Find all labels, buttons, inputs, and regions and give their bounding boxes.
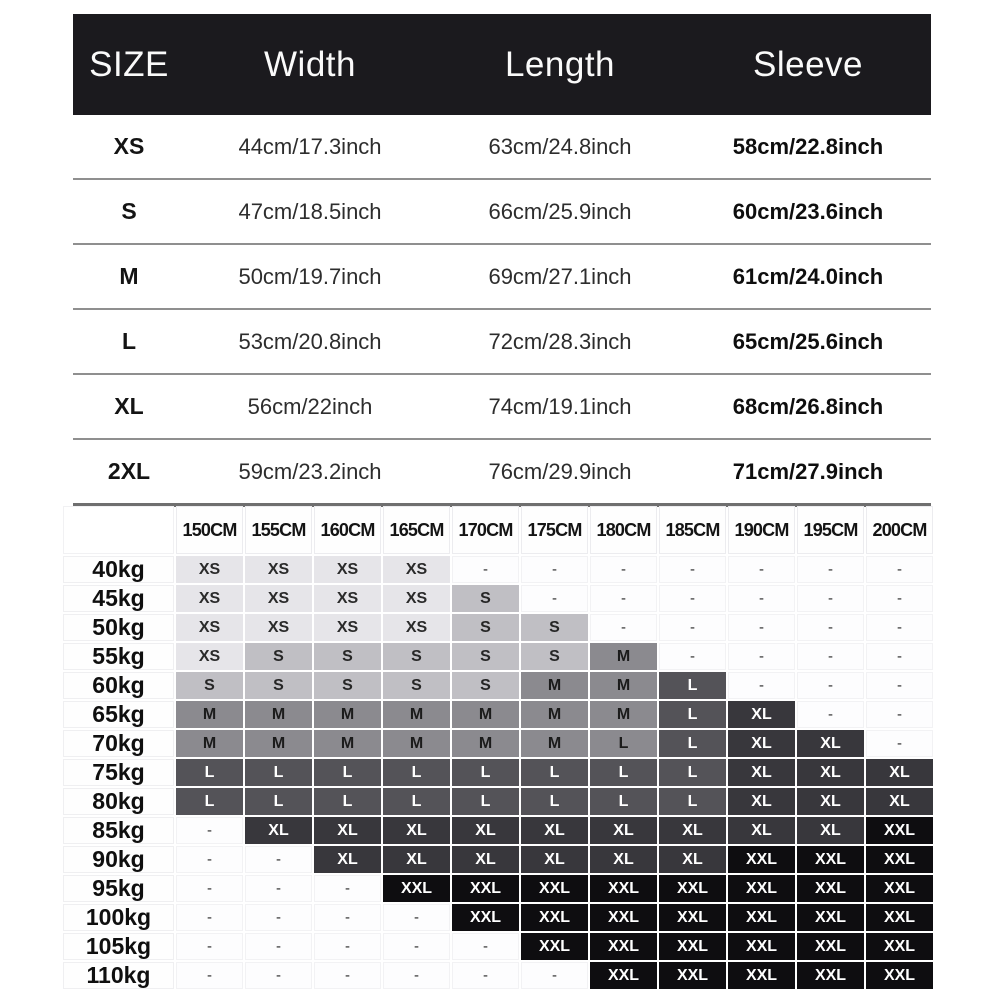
matrix-row	[63, 730, 933, 757]
matrix-cell: XXL	[383, 875, 450, 902]
spec-width-cell: 56cm/22inch	[185, 374, 435, 439]
matrix-cell: S	[452, 643, 519, 670]
matrix-cell: -	[176, 904, 243, 931]
matrix-cell: -	[176, 933, 243, 960]
matrix-cell: L	[659, 788, 726, 815]
header-sleeve: Sleeve	[685, 14, 931, 115]
matrix-cell: XL	[590, 846, 657, 873]
spec-sleeve-cell: 60cm/23.6inch	[685, 179, 931, 244]
matrix-cell: XL	[452, 846, 519, 873]
matrix-cell: XL	[521, 846, 588, 873]
matrix-height-header: 185CM	[659, 506, 726, 554]
matrix-cell: XXL	[866, 962, 933, 989]
matrix-cell: XL	[797, 759, 864, 786]
height-weight-matrix	[61, 504, 935, 991]
matrix-cell: L	[245, 788, 312, 815]
matrix-weight-label: 55kg	[63, 643, 174, 670]
matrix-cell: M	[245, 730, 312, 757]
matrix-cell: XL	[659, 817, 726, 844]
matrix-cell: -	[176, 846, 243, 873]
matrix-cell: XXL	[521, 875, 588, 902]
matrix-cell: XS	[383, 556, 450, 583]
matrix-cell: L	[521, 759, 588, 786]
matrix-cell: -	[866, 585, 933, 612]
matrix-cell: XXL	[797, 875, 864, 902]
matrix-row	[63, 875, 933, 902]
matrix-height-header: 175CM	[521, 506, 588, 554]
matrix-cell: M	[521, 672, 588, 699]
matrix-cell: L	[176, 788, 243, 815]
spec-size-cell: L	[73, 309, 185, 374]
matrix-cell: XS	[245, 556, 312, 583]
matrix-cell: XL	[659, 846, 726, 873]
matrix-cell: XXL	[590, 962, 657, 989]
spec-length-cell: 76cm/29.9inch	[435, 439, 685, 505]
spec-size-cell: S	[73, 179, 185, 244]
spec-width-cell: 44cm/17.3inch	[185, 115, 435, 179]
matrix-cell: L	[314, 759, 381, 786]
matrix-cell: XS	[383, 614, 450, 641]
matrix-cell: -	[797, 672, 864, 699]
matrix-cell: L	[521, 788, 588, 815]
spec-size-cell: 2XL	[73, 439, 185, 505]
matrix-cell: XXL	[452, 904, 519, 931]
spec-length-cell: 66cm/25.9inch	[435, 179, 685, 244]
matrix-cell: XL	[521, 817, 588, 844]
spec-width-cell: 47cm/18.5inch	[185, 179, 435, 244]
matrix-cell: -	[866, 643, 933, 670]
matrix-cell: -	[866, 614, 933, 641]
matrix-weight-label: 75kg	[63, 759, 174, 786]
matrix-weight-label: 70kg	[63, 730, 174, 757]
matrix-row	[63, 701, 933, 728]
matrix-row	[63, 933, 933, 960]
matrix-weight-label: 45kg	[63, 585, 174, 612]
matrix-cell: XL	[866, 788, 933, 815]
matrix-cell: M	[314, 701, 381, 728]
spec-sleeve-cell: 65cm/25.6inch	[685, 309, 931, 374]
matrix-cell: XL	[797, 788, 864, 815]
matrix-cell: -	[728, 672, 795, 699]
matrix-cell: L	[314, 788, 381, 815]
matrix-cell: XL	[797, 817, 864, 844]
matrix-cell: -	[590, 556, 657, 583]
matrix-weight-label: 40kg	[63, 556, 174, 583]
matrix-cell: XS	[383, 585, 450, 612]
spec-length-cell: 69cm/27.1inch	[435, 244, 685, 309]
matrix-cell: XXL	[797, 962, 864, 989]
spec-row	[73, 439, 931, 505]
matrix-weight-label: 105kg	[63, 933, 174, 960]
spec-length-cell: 63cm/24.8inch	[435, 115, 685, 179]
matrix-row	[63, 904, 933, 931]
matrix-cell: XXL	[728, 933, 795, 960]
matrix-corner-cell	[63, 506, 174, 554]
matrix-cell: -	[866, 556, 933, 583]
matrix-cell: M	[383, 701, 450, 728]
matrix-cell: S	[452, 672, 519, 699]
matrix-weight-label: 85kg	[63, 817, 174, 844]
matrix-cell: S	[383, 643, 450, 670]
spec-sleeve-cell: 58cm/22.8inch	[685, 115, 931, 179]
matrix-cell: S	[245, 643, 312, 670]
matrix-height-header: 180CM	[590, 506, 657, 554]
matrix-cell: XS	[176, 585, 243, 612]
matrix-weight-label: 60kg	[63, 672, 174, 699]
matrix-cell: XXL	[866, 875, 933, 902]
matrix-cell: L	[590, 788, 657, 815]
matrix-weight-label: 110kg	[63, 962, 174, 989]
matrix-cell: XL	[728, 759, 795, 786]
matrix-cell: M	[590, 643, 657, 670]
matrix-cell: -	[245, 904, 312, 931]
matrix-cell: XXL	[521, 933, 588, 960]
matrix-row	[63, 614, 933, 641]
spec-size-cell: XL	[73, 374, 185, 439]
matrix-cell: -	[797, 556, 864, 583]
matrix-height-header: 155CM	[245, 506, 312, 554]
spec-row	[73, 179, 931, 244]
matrix-cell: S	[383, 672, 450, 699]
matrix-cell: S	[521, 643, 588, 670]
matrix-cell: XL	[383, 817, 450, 844]
matrix-cell: -	[866, 701, 933, 728]
matrix-cell: -	[383, 962, 450, 989]
size-spec-header-row	[73, 14, 931, 115]
matrix-height-header: 150CM	[176, 506, 243, 554]
matrix-cell: XXL	[728, 904, 795, 931]
size-spec-table	[73, 14, 931, 507]
matrix-cell: -	[314, 962, 381, 989]
matrix-cell: -	[728, 556, 795, 583]
matrix-cell: XXL	[590, 933, 657, 960]
matrix-cell: L	[659, 730, 726, 757]
spec-size-cell: XS	[73, 115, 185, 179]
matrix-row	[63, 846, 933, 873]
matrix-cell: XS	[176, 614, 243, 641]
matrix-cell: M	[176, 730, 243, 757]
matrix-cell: L	[176, 759, 243, 786]
matrix-cell: -	[728, 585, 795, 612]
matrix-weight-label: 80kg	[63, 788, 174, 815]
matrix-row	[63, 962, 933, 989]
matrix-cell: -	[314, 904, 381, 931]
header-length: Length	[435, 14, 685, 115]
matrix-weight-label: 50kg	[63, 614, 174, 641]
matrix-cell: XL	[728, 701, 795, 728]
matrix-row	[63, 585, 933, 612]
matrix-cell: XL	[590, 817, 657, 844]
matrix-cell: S	[314, 643, 381, 670]
matrix-cell: M	[452, 701, 519, 728]
matrix-cell: XXL	[797, 904, 864, 931]
matrix-cell: M	[521, 701, 588, 728]
matrix-cell: XXL	[728, 846, 795, 873]
matrix-weight-label: 100kg	[63, 904, 174, 931]
spec-width-cell: 50cm/19.7inch	[185, 244, 435, 309]
matrix-cell: XL	[245, 817, 312, 844]
matrix-cell: XS	[314, 556, 381, 583]
matrix-cell: L	[452, 759, 519, 786]
matrix-cell: L	[659, 759, 726, 786]
matrix-height-header: 170CM	[452, 506, 519, 554]
spec-row	[73, 115, 931, 179]
spec-row	[73, 244, 931, 309]
matrix-cell: XXL	[590, 904, 657, 931]
matrix-cell: XXL	[728, 875, 795, 902]
matrix-cell: M	[521, 730, 588, 757]
matrix-cell: L	[590, 759, 657, 786]
matrix-cell: S	[176, 672, 243, 699]
spec-sleeve-cell: 68cm/26.8inch	[685, 374, 931, 439]
matrix-cell: XL	[452, 817, 519, 844]
matrix-cell: XL	[797, 730, 864, 757]
matrix-cell: XXL	[797, 933, 864, 960]
matrix-row	[63, 643, 933, 670]
matrix-cell: XXL	[659, 904, 726, 931]
matrix-cell: M	[452, 730, 519, 757]
matrix-cell: S	[314, 672, 381, 699]
matrix-height-header: 200CM	[866, 506, 933, 554]
matrix-cell: M	[383, 730, 450, 757]
matrix-cell: -	[452, 556, 519, 583]
spec-sleeve-cell: 71cm/27.9inch	[685, 439, 931, 505]
matrix-cell: XS	[176, 643, 243, 670]
spec-sleeve-cell: 61cm/24.0inch	[685, 244, 931, 309]
spec-row	[73, 309, 931, 374]
matrix-cell: L	[659, 701, 726, 728]
matrix-cell: -	[521, 556, 588, 583]
matrix-cell: M	[314, 730, 381, 757]
matrix-weight-label: 65kg	[63, 701, 174, 728]
matrix-cell: -	[659, 614, 726, 641]
matrix-cell: S	[521, 614, 588, 641]
matrix-cell: -	[590, 585, 657, 612]
matrix-cell: XL	[383, 846, 450, 873]
matrix-height-header: 160CM	[314, 506, 381, 554]
matrix-cell: -	[590, 614, 657, 641]
matrix-cell: XXL	[866, 904, 933, 931]
matrix-cell: XXL	[866, 933, 933, 960]
matrix-cell: -	[176, 817, 243, 844]
matrix-cell: -	[383, 904, 450, 931]
matrix-cell: -	[521, 585, 588, 612]
matrix-cell: XXL	[659, 933, 726, 960]
matrix-cell: L	[659, 672, 726, 699]
matrix-cell: XS	[245, 585, 312, 612]
matrix-row	[63, 817, 933, 844]
matrix-cell: -	[866, 672, 933, 699]
matrix-cell: -	[245, 962, 312, 989]
matrix-cell: -	[452, 933, 519, 960]
matrix-cell: XL	[314, 846, 381, 873]
matrix-weight-label: 90kg	[63, 846, 174, 873]
matrix-cell: XL	[866, 759, 933, 786]
matrix-cell: XS	[245, 614, 312, 641]
spec-length-cell: 72cm/28.3inch	[435, 309, 685, 374]
header-width: Width	[185, 14, 435, 115]
matrix-height-header: 190CM	[728, 506, 795, 554]
matrix-cell: XXL	[521, 904, 588, 931]
matrix-cell: M	[245, 701, 312, 728]
matrix-cell: XXL	[659, 875, 726, 902]
matrix-cell: -	[245, 875, 312, 902]
spec-width-cell: 53cm/20.8inch	[185, 309, 435, 374]
matrix-cell: -	[728, 643, 795, 670]
matrix-cell: -	[176, 962, 243, 989]
matrix-cell: L	[245, 759, 312, 786]
matrix-cell: L	[383, 759, 450, 786]
matrix-cell: -	[452, 962, 519, 989]
header-size: SIZE	[73, 14, 185, 115]
matrix-cell: L	[383, 788, 450, 815]
matrix-row	[63, 556, 933, 583]
matrix-cell: -	[383, 933, 450, 960]
matrix-cell: XS	[176, 556, 243, 583]
spec-width-cell: 59cm/23.2inch	[185, 439, 435, 505]
matrix-cell: XXL	[797, 846, 864, 873]
matrix-cell: XS	[314, 614, 381, 641]
matrix-cell: -	[659, 556, 726, 583]
matrix-cell: -	[659, 643, 726, 670]
matrix-cell: XXL	[659, 962, 726, 989]
matrix-cell: XXL	[866, 817, 933, 844]
matrix-cell: XXL	[866, 846, 933, 873]
matrix-row	[63, 759, 933, 786]
spec-length-cell: 74cm/19.1inch	[435, 374, 685, 439]
matrix-height-header: 195CM	[797, 506, 864, 554]
matrix-cell: -	[659, 585, 726, 612]
matrix-cell: -	[176, 875, 243, 902]
matrix-cell: XL	[728, 817, 795, 844]
matrix-cell: -	[797, 585, 864, 612]
matrix-cell: -	[314, 933, 381, 960]
matrix-cell: L	[590, 730, 657, 757]
matrix-cell: XXL	[728, 962, 795, 989]
matrix-cell: M	[590, 701, 657, 728]
matrix-cell: XS	[314, 585, 381, 612]
matrix-cell: -	[245, 933, 312, 960]
spec-row	[73, 374, 931, 439]
matrix-cell: XL	[728, 730, 795, 757]
matrix-cell: L	[452, 788, 519, 815]
matrix-cell: S	[452, 585, 519, 612]
matrix-cell: -	[797, 643, 864, 670]
matrix-row	[63, 788, 933, 815]
matrix-height-header: 165CM	[383, 506, 450, 554]
matrix-cell: -	[866, 730, 933, 757]
matrix-cell: -	[728, 614, 795, 641]
matrix-cell: S	[245, 672, 312, 699]
matrix-cell: XL	[314, 817, 381, 844]
matrix-cell: M	[590, 672, 657, 699]
matrix-cell: -	[314, 875, 381, 902]
matrix-cell: M	[176, 701, 243, 728]
matrix-cell: -	[797, 614, 864, 641]
matrix-cell: -	[797, 701, 864, 728]
spec-size-cell: M	[73, 244, 185, 309]
matrix-cell: XXL	[452, 875, 519, 902]
matrix-cell: S	[452, 614, 519, 641]
matrix-row	[63, 672, 933, 699]
matrix-cell: -	[245, 846, 312, 873]
matrix-cell: XXL	[590, 875, 657, 902]
matrix-cell: XL	[728, 788, 795, 815]
matrix-cell: -	[521, 962, 588, 989]
matrix-weight-label: 95kg	[63, 875, 174, 902]
